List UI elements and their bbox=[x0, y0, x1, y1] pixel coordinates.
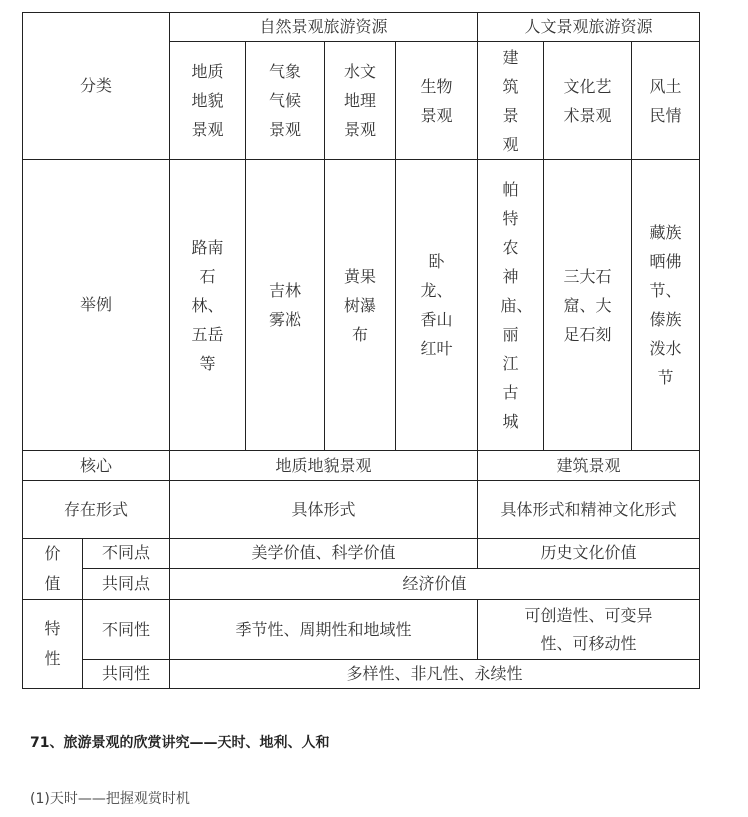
paragraph-text: (1)天时——把握观赏时机 bbox=[30, 791, 190, 807]
comparison-table bbox=[22, 12, 700, 689]
natural-header: 自然景观旅游资源 bbox=[170, 13, 478, 42]
value-common: 经济价值 bbox=[170, 568, 700, 599]
example-cell: 黄果树瀑布 bbox=[325, 160, 396, 451]
value-label: 价值 bbox=[23, 539, 83, 600]
subtype-cell: 生物景观 bbox=[396, 42, 478, 160]
value-common-label: 共同点 bbox=[83, 568, 170, 599]
value-diff-natural: 美学价值、科学价值 bbox=[170, 539, 478, 569]
example-cell: 帕特农神庙、丽江古城 bbox=[478, 160, 544, 451]
value-diff-label: 不同点 bbox=[83, 539, 170, 569]
subtype-cell: 气象气候景观 bbox=[246, 42, 325, 160]
subtype-cell: 文化艺术景观 bbox=[544, 42, 632, 160]
section-heading: 71、旅游景观的欣赏讲究——天时、地利、人和 bbox=[30, 735, 330, 751]
trait-diff-label: 不同性 bbox=[83, 600, 170, 660]
core-cultural: 建筑景观 bbox=[478, 451, 700, 481]
form-label: 存在形式 bbox=[23, 481, 170, 539]
example-cell: 卧龙、香山红叶 bbox=[396, 160, 478, 451]
trait-common: 多样性、非凡性、永续性 bbox=[170, 660, 700, 689]
trait-label: 特性 bbox=[23, 600, 83, 689]
trait-common-label: 共同性 bbox=[83, 660, 170, 689]
example-cell: 藏族晒佛节、傣族泼水节 bbox=[632, 160, 700, 451]
example-cell: 三大石窟、大足石刻 bbox=[544, 160, 632, 451]
trait-diff-natural: 季节性、周期性和地域性 bbox=[170, 600, 478, 660]
example-label: 举例 bbox=[23, 160, 170, 451]
trait-diff-cultural: 可创造性、可变异性、可移动性 bbox=[478, 600, 700, 660]
subtype-cell: 风土民情 bbox=[632, 42, 700, 160]
cultural-header: 人文景观旅游资源 bbox=[478, 13, 700, 42]
value-diff-cultural: 历史文化价值 bbox=[478, 539, 700, 569]
core-label: 核心 bbox=[23, 451, 170, 481]
core-natural: 地质地貌景观 bbox=[170, 451, 478, 481]
subtype-cell: 地质地貌景观 bbox=[170, 42, 246, 160]
form-cultural: 具体形式和精神文化形式 bbox=[478, 481, 700, 539]
example-cell: 吉林雾凇 bbox=[246, 160, 325, 451]
subtype-cell: 建筑景观 bbox=[478, 42, 544, 160]
form-natural: 具体形式 bbox=[170, 481, 478, 539]
example-cell: 路南石林、五岳等 bbox=[170, 160, 246, 451]
category-label: 分类 bbox=[23, 13, 170, 160]
subtype-cell: 水文地理景观 bbox=[325, 42, 396, 160]
